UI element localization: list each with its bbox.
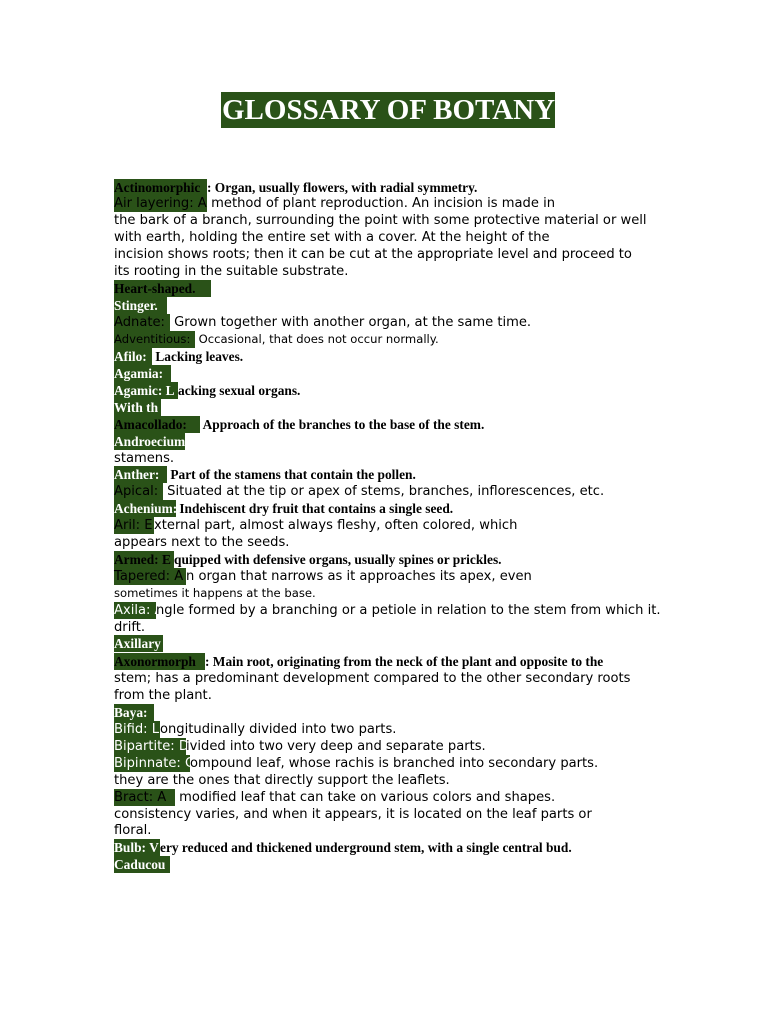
glossary-definition: ongitudinally divided into two parts. xyxy=(160,722,397,737)
glossary-line xyxy=(114,806,592,823)
glossary-term: Achenium: xyxy=(114,501,178,516)
glossary-definition: Approach of the branches to the base of the stem. xyxy=(200,417,485,432)
glossary-definition: modified leaf that can take on various colors and shapes. xyxy=(175,790,556,805)
glossary-line xyxy=(114,856,170,873)
glossary-definition: drift. xyxy=(114,620,146,635)
glossary-term: Axillary xyxy=(114,635,163,652)
glossary-definition: : Organ, usually flowers, with radial symmetry. xyxy=(207,180,478,195)
glossary-definition: n organ that narrows as it approaches its apex, even xyxy=(186,569,532,584)
glossary-term: Bipinnate: C xyxy=(114,756,195,771)
glossary-line xyxy=(114,635,163,652)
glossary-definition: acking sexual organs. xyxy=(178,383,301,398)
glossary-line xyxy=(114,314,531,331)
glossary-definition: ompound leaf, whose rachis is branched into secondary parts. xyxy=(190,756,599,771)
glossary-line xyxy=(114,551,502,568)
glossary-line xyxy=(114,212,647,229)
page-title: GLOSSARY OF BOTANY xyxy=(222,94,556,126)
glossary-line xyxy=(114,670,630,687)
glossary-line xyxy=(114,517,517,534)
glossary-term: Axonormorph xyxy=(114,653,205,670)
glossary-line xyxy=(114,483,604,500)
glossary-term: Adnate: xyxy=(114,314,170,331)
glossary-line xyxy=(114,755,598,772)
glossary-line xyxy=(114,568,532,585)
glossary-definition: ngle formed by a branching or a petiole in relation to the stem from which it. xyxy=(156,603,661,618)
glossary-line xyxy=(114,772,450,789)
glossary-term: Bifid: L xyxy=(114,722,160,737)
glossary-line xyxy=(114,653,603,670)
glossary-line xyxy=(114,263,348,280)
glossary-term: Afilo: xyxy=(114,348,152,365)
glossary-term: Caducou xyxy=(114,856,170,873)
glossary-definition: appears next to the seeds. xyxy=(114,535,290,550)
glossary-definition: incision shows roots; then it can be cut at the appropriate level and proceed to xyxy=(114,247,632,262)
glossary-term: Stinger. xyxy=(114,297,167,314)
glossary-definition: with earth, holding the entire set with a cover. At the height of the xyxy=(114,230,550,245)
glossary-term: Androecium xyxy=(114,434,186,449)
glossary-term: Agamia: xyxy=(114,365,171,382)
glossary-definition: method of plant reproduction. An incision is made in xyxy=(207,196,556,211)
glossary-line xyxy=(114,500,453,517)
glossary-definition: Part of the stamens that contain the pollen. xyxy=(167,467,416,482)
glossary-line xyxy=(114,687,212,704)
glossary-line xyxy=(114,195,555,212)
glossary-line xyxy=(114,721,396,738)
glossary-line xyxy=(114,382,300,399)
glossary-line xyxy=(114,229,550,246)
glossary-definition: its rooting in the suitable substrate. xyxy=(114,264,349,279)
glossary-definition: Lacking leaves. xyxy=(152,349,244,364)
glossary-term: Agamic: L xyxy=(114,382,178,399)
glossary-definition: floral. xyxy=(114,823,152,838)
glossary-term: Axila: A xyxy=(114,603,164,618)
glossary-term: Armed: E xyxy=(114,551,174,568)
glossary-definition: Indehiscent dry fruit that contains a single seed. xyxy=(176,501,454,516)
glossary-term: Bract: A xyxy=(114,789,175,806)
glossary-term: Adventitious: xyxy=(114,331,195,348)
glossary-line xyxy=(114,399,161,416)
glossary-definition: Situated at the tip or apex of stems, branches, inflorescences, etc. xyxy=(163,484,605,499)
glossary-term: Aril: E xyxy=(114,518,153,533)
glossary-line xyxy=(114,433,185,450)
glossary-definition: xternal part, almost always fleshy, often colored, which xyxy=(154,518,518,533)
glossary-line xyxy=(114,619,145,636)
glossary-term: Bipartite: D xyxy=(114,739,189,754)
glossary-line xyxy=(114,246,632,263)
glossary-line xyxy=(114,738,486,755)
glossary-line xyxy=(114,789,555,806)
glossary-definition: from the plant. xyxy=(114,688,212,703)
glossary-definition: consistency varies, and when it appears, it is located on the leaf parts or xyxy=(114,807,592,822)
glossary-term: With th xyxy=(114,399,161,416)
glossary-term: Bulb: V xyxy=(114,840,159,855)
glossary-line xyxy=(114,602,661,619)
glossary-definition: stem; has a predominant development compared to the other secondary roots xyxy=(114,671,631,686)
glossary-term: Apical: xyxy=(114,483,163,500)
glossary-line xyxy=(114,280,211,297)
glossary-definition: : Main root, originating from the neck of the plant and opposite to the xyxy=(205,654,604,669)
glossary-term: Anther: xyxy=(114,466,167,483)
glossary-term: Baya: xyxy=(114,704,154,721)
glossary-line xyxy=(114,466,416,483)
glossary-definition: ery reduced and thickened underground stem, with a single central bud. xyxy=(160,840,572,855)
glossary-term: Air layering: A xyxy=(114,196,207,211)
glossary-line xyxy=(114,704,154,721)
glossary-definition: Occasional, that does not occur normally. xyxy=(195,332,439,346)
glossary-line xyxy=(114,331,439,348)
glossary-definition: they are the ones that directly support the leaflets. xyxy=(114,773,450,788)
glossary-line xyxy=(114,416,484,433)
glossary-line xyxy=(114,348,243,365)
glossary-line xyxy=(114,179,477,196)
glossary-definition: Grown together with another organ, at the same time. xyxy=(170,315,532,330)
glossary-term: Heart-shaped. xyxy=(114,280,211,297)
glossary-definition: the bark of a branch, surrounding the point with some protective material or well xyxy=(114,213,647,228)
glossary-definition: ivided into two very deep and separate parts. xyxy=(186,739,486,754)
glossary-definition: sometimes it happens at the base. xyxy=(114,586,316,600)
glossary-line xyxy=(114,822,151,839)
glossary-line xyxy=(114,365,171,382)
glossary-line xyxy=(114,585,316,602)
glossary-term: Actinomorphic xyxy=(114,179,207,196)
glossary-line xyxy=(114,534,289,551)
glossary-term: Amacollado: xyxy=(114,416,200,433)
glossary-definition: stamens. xyxy=(114,451,175,466)
glossary-term: Tapered: A xyxy=(114,568,186,585)
glossary-line xyxy=(114,297,167,314)
glossary-line xyxy=(114,450,174,467)
glossary-definition: quipped with defensive organs, usually spines or prickles. xyxy=(174,552,502,567)
glossary-line xyxy=(114,839,572,856)
